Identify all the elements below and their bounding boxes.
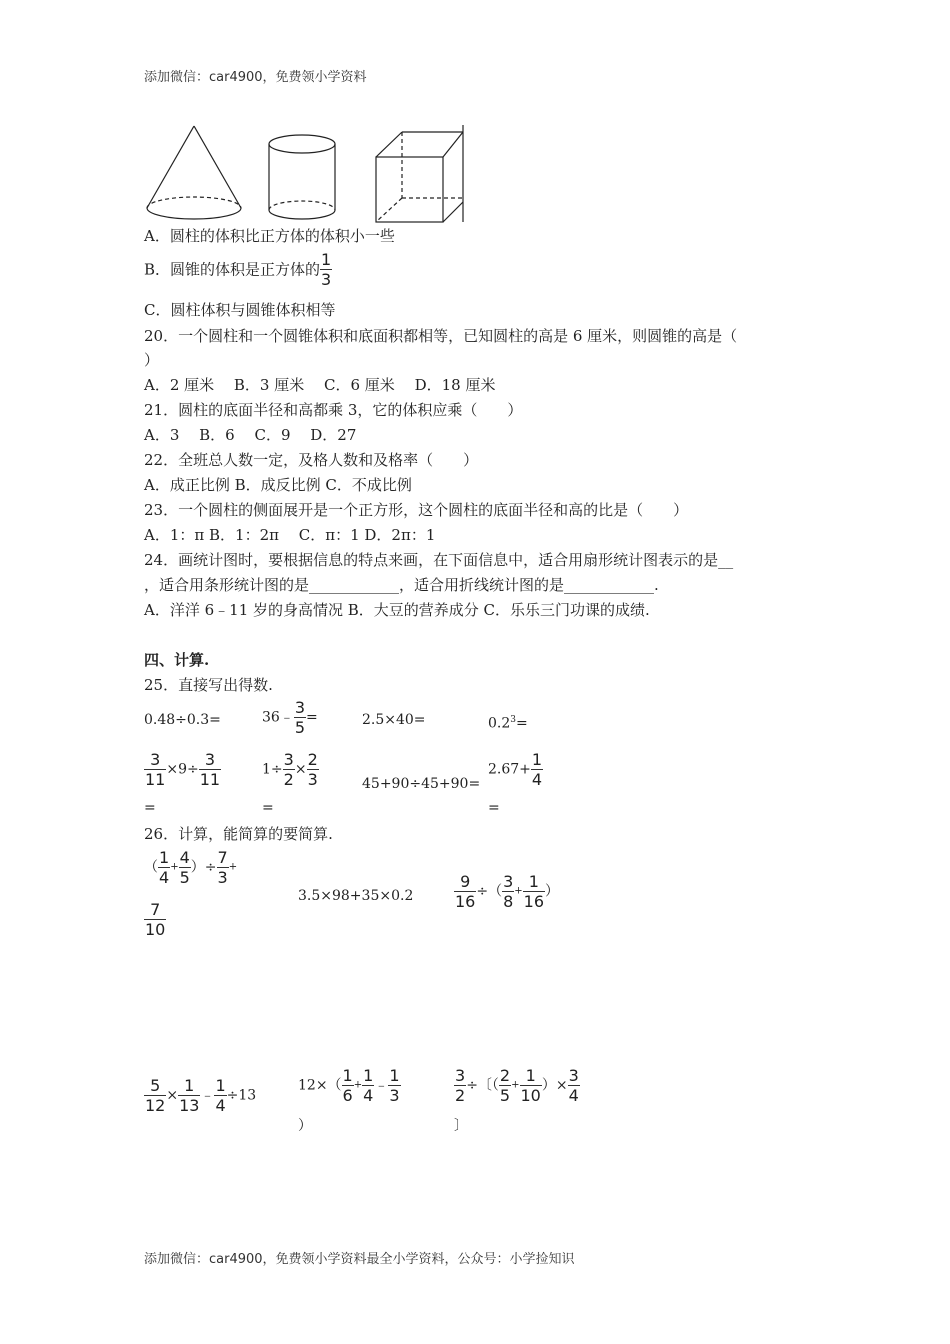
section-heading: 四、计算.	[144, 651, 210, 669]
q26-problem-5: 12×（ $\frac{1}{6}$ + $\frac{1}{4}$ ﹣ $\frac{1}{3}$	[298, 1066, 400, 1105]
fraction: $\frac{1}{4}$	[531, 750, 543, 789]
q23-stem: 23．一个圆柱的侧面展开是一个正方形，这个圆柱的底面半径和高的比是（ ）	[144, 501, 689, 519]
fraction: $\frac{3}{4}$	[568, 1066, 579, 1105]
q26-stem: 26．计算，能简算的要简算.	[144, 825, 333, 843]
fraction: $\frac{1}{3}$	[389, 1066, 400, 1105]
q21-options: A．3 B．6 C．9 D．27	[144, 426, 357, 444]
q25-expr-2: 36﹣ $\frac{3}{5}$ =	[262, 698, 318, 737]
q24-options: A．洋洋 6﹣11 岁的身高情况 B．大豆的营养成分 C．乐乐三门功课的成绩.	[144, 601, 650, 619]
q22-stem: 22．全班总人数一定，及格人数和及格率（ ）	[144, 451, 479, 469]
q23-options: A．1：π B．1：2π C．π：1 D．2π：1	[144, 526, 436, 544]
cube-shape	[376, 125, 463, 222]
q24-stem: 24．画统计图时，要根据信息的特点来画，在下面信息中，适合用扇形统计图表示的是__	[144, 551, 734, 569]
fraction: $\frac{7}{10}$	[145, 900, 166, 939]
fraction: $\frac{3}{11}$	[199, 750, 221, 789]
fraction: $\frac{3}{2}$	[455, 1066, 466, 1105]
q25-expr-1: 0.48÷0.3=	[144, 712, 221, 728]
q26-problem-1-continued	[144, 900, 166, 939]
q26-problem-6-close: 〕	[454, 1118, 468, 1134]
q19-option-b	[144, 250, 332, 289]
q26-problem-6: $\frac{3}{2}$ ÷〔（ $\frac{2}{5}$ + $\frac{1}{10}$ ）× $\frac{3}{4}$	[455, 1066, 579, 1105]
q25-expr-8-equals: =	[488, 800, 500, 816]
q20-options: A．2 厘米 B．3 厘米 C．6 厘米 D．18 厘米	[144, 376, 496, 394]
q26-problem-5-close: ）	[298, 1118, 312, 1134]
q20-stem-end: ）	[144, 351, 160, 369]
q25-expr-6-equals: =	[262, 800, 274, 816]
q26-problem-2: 3.5×98+35×0.2	[298, 888, 414, 904]
q25-expr-3: 2.5×40=	[362, 712, 426, 728]
q25-expr-6: 1÷ $\frac{3}{2}$ × $\frac{2}{3}$	[262, 750, 318, 789]
q19-option-b-text: B．圆锥的体积是正方体的	[144, 260, 321, 279]
q24-stem-continued: ，适合用条形统计图的是____________，适合用折线统计图的是____________.	[144, 576, 659, 594]
fraction: $\frac{1}{16}$	[523, 872, 545, 911]
fraction: $\frac{1}{13}$	[179, 1076, 200, 1115]
fraction: $\frac{3}{8}$	[503, 872, 514, 911]
q26-problem-4: $\frac{5}{12}$ × $\frac{1}{13}$ ﹣ $\frac{1}{4}$ ÷13	[145, 1076, 257, 1115]
solids-figure	[140, 120, 470, 225]
q19-option-a: A．圆柱的体积比正方体的体积小一些	[144, 227, 395, 245]
q25-stem: 25．直接写出得数.	[144, 676, 273, 694]
q20-stem: 20．一个圆柱和一个圆锥体积和底面积都相等，已知圆柱的高是 6 厘米，则圆锥的高是（	[144, 327, 738, 345]
fraction: $\frac{5}{12}$	[145, 1076, 166, 1115]
q26-problem-3: $\frac{9}{16}$ ÷（ $\frac{3}{8}$ + $\frac{1}{16}$ ）	[455, 872, 560, 911]
q21-stem: 21．圆柱的底面半径和高都乘 3，它的体积应乘（ ）	[144, 401, 523, 419]
fraction: $\frac{1}{10}$	[520, 1066, 541, 1105]
fraction: $\frac{1}{4}$	[159, 848, 170, 887]
cone-shape	[147, 126, 241, 219]
fraction: $\frac{4}{5}$	[179, 848, 190, 887]
cylinder-shape	[269, 135, 335, 219]
fraction: $\frac{3}{11}$	[145, 750, 166, 789]
fraction: $\frac{7}{3}$	[217, 848, 228, 887]
q19-option-c: C．圆柱体积与圆锥体积相等	[144, 301, 336, 319]
fraction: $\frac{3}{5}$	[294, 698, 306, 737]
fraction: $\frac{1}{4}$	[363, 1066, 374, 1105]
fraction: $\frac{2}{3}$	[307, 750, 318, 789]
fraction: $\frac{1}{4}$	[215, 1076, 226, 1115]
q25-expr-4: $0.2^3=$	[488, 715, 528, 732]
fraction: $\frac{1}{3}$	[321, 250, 332, 289]
q25-expr-5: $\frac{3}{11}$ ×9÷ $\frac{3}{11}$	[145, 750, 221, 789]
fraction: $\frac{2}{5}$	[499, 1066, 511, 1105]
q22-options: A．成正比例 B．成反比例 C．不成比例	[144, 476, 412, 494]
q25-expr-7: 45+90÷45+90=	[362, 776, 481, 792]
fraction: $\frac{3}{2}$	[283, 750, 294, 789]
q26-problem-1: （ $\frac{1}{4}$ + $\frac{4}{5}$ ）÷ $\frac{7}{3}$ +	[144, 848, 238, 887]
page-header: 添加微信：car4900，免费领小学资料	[144, 70, 367, 85]
q25-expr-5-equals: =	[144, 800, 156, 816]
fraction: $\frac{1}{6}$	[342, 1066, 353, 1105]
q25-expr-8: 2.67+ $\frac{1}{4}$	[488, 750, 543, 789]
page-footer: 添加微信：car4900，免费领小学资料最全小学资料，公众号：小学捡知识	[144, 1252, 575, 1267]
fraction: $\frac{9}{16}$	[455, 872, 476, 911]
